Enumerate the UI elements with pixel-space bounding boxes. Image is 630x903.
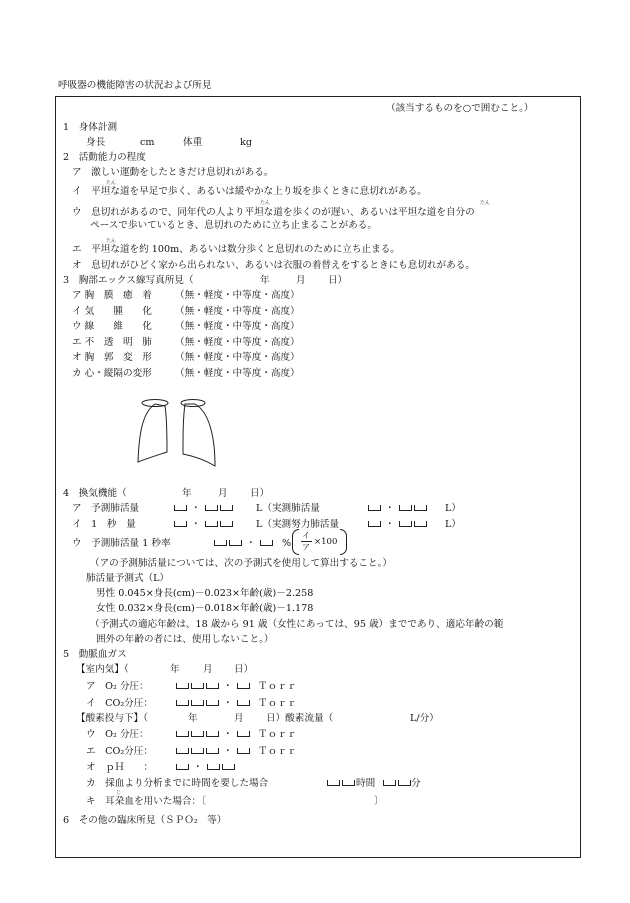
- ruby-tan: たん: [106, 238, 117, 244]
- xray-day: 日）: [328, 275, 348, 286]
- ra-o2-label: ア O₂ 分圧：: [86, 681, 149, 692]
- lung-diagram: [133, 392, 223, 472]
- xray-item-name: ア 胸 膜 癒 着: [72, 290, 152, 301]
- weight-label: 体重: [183, 137, 203, 148]
- formula-denominator: ア: [302, 543, 310, 552]
- section-other-findings: 6 その他の臨床所見（ＳＰＯ₂ 等）: [63, 815, 227, 826]
- activity-o: オ 息切れがひどく家から出られない、あるいは衣服の着替えをするときにも息切れがある。: [72, 260, 475, 271]
- ra-co2-unit: Ｔｏｒｒ: [258, 698, 297, 709]
- xray-item-name: オ 胸 郭 変 形: [72, 352, 152, 363]
- measured-vc-boxes[interactable]: ・: [367, 503, 428, 515]
- ra-co2-boxes[interactable]: ・: [175, 698, 251, 710]
- formula-multiplier: ×100: [314, 537, 338, 547]
- xray-item-scale[interactable]: （無・軽度・中等度・高度）: [175, 352, 300, 363]
- predicted-vc-label: ア 予測肺活量: [72, 503, 140, 514]
- right-clavicle: [142, 400, 168, 407]
- oxygen-flow-label: 日）酸素流量（: [266, 713, 334, 724]
- ruby-tan: たん: [480, 200, 491, 206]
- vent-day: 日）: [250, 488, 270, 499]
- age-condition-line2: 囲外の年齢の者には、使用しないこと。）: [96, 634, 274, 645]
- ox-co2-label: エ CO₂分圧：: [86, 746, 154, 757]
- ruby-tan: たん: [106, 180, 117, 186]
- left-lung: [183, 404, 215, 466]
- section-body-measure: 1 身体計測: [63, 122, 118, 133]
- xray-item-scale[interactable]: （無・軽度・中等度・高度）: [175, 306, 300, 317]
- hours-unit: 時間: [356, 778, 376, 789]
- ear-blood-end: 〕: [374, 796, 384, 807]
- xray-item-scale[interactable]: （無・軽度・中等度・高度）: [175, 337, 300, 348]
- activity-u-line1: ウ 息切れがあるので、同年代の人より平坦な道を歩くのが遅い、あるいは平坦な道を自分の: [72, 207, 475, 218]
- xray-item-name: イ 気 腫 化: [72, 306, 152, 317]
- height-unit: cm: [140, 137, 155, 148]
- activity-e: エ 平坦な道を約 100m、あるいは数分歩くと息切れのために立ち止まる。: [72, 244, 400, 255]
- measured-vc-end: L）: [445, 503, 461, 514]
- prediction-note: （アの予測肺活量については、次の予測式を使用して算出すること。）: [90, 558, 393, 569]
- section-ventilation: 4 換気機能（: [63, 488, 127, 499]
- female-formula: 女性 0.032×身長(cm)－0.018×年齢(歳)－1.178: [96, 603, 314, 614]
- divider: [55, 96, 581, 97]
- fev1-ratio-label: ウ 予測肺活量 1 秒率: [72, 538, 171, 549]
- weight-unit: kg: [240, 137, 252, 148]
- ph-boxes[interactable]: ・: [175, 762, 236, 774]
- oxygen-label: 【酸素投与下】（: [76, 713, 148, 724]
- instruction-note: （該当するものを○で囲むこと。）: [386, 103, 534, 114]
- percent-unit: %: [282, 538, 292, 549]
- ra-month: 月: [203, 664, 213, 675]
- xray-item-name: エ 不 透 明 肺: [72, 337, 152, 348]
- activity-i: イ 平坦な道を早足で歩く、あるいは緩やかな上り坂を歩くときに息切れがある。: [72, 186, 427, 197]
- xray-item-name: ウ 線 維 化: [72, 321, 152, 332]
- fev1-ratio-boxes[interactable]: ・: [213, 538, 274, 550]
- ra-year: 年: [170, 664, 180, 675]
- formula-numerator: イ: [302, 531, 310, 540]
- measured-fvc-boxes[interactable]: ・: [367, 519, 428, 531]
- vent-year: 年: [182, 488, 192, 499]
- xray-year: 年: [260, 275, 270, 286]
- ox-month: 月: [234, 713, 244, 724]
- ra-co2-label: イ CO₂分圧：: [86, 698, 154, 709]
- minutes-boxes[interactable]: [382, 778, 412, 790]
- ruby-ji: じ: [116, 790, 122, 796]
- fev1-boxes[interactable]: ・: [173, 519, 234, 531]
- formula: [292, 529, 350, 555]
- form-title: 呼吸器の機能障害の状況および所見: [58, 80, 212, 91]
- height-label: 身長: [86, 137, 106, 148]
- ear-blood-label: キ 耳朶血を用いた場合：〔: [86, 796, 206, 807]
- fev1-unit: L（実測努力肺活量: [256, 519, 340, 530]
- section-activity: 2 活動能力の程度: [63, 152, 146, 163]
- minutes-unit: 分: [411, 778, 421, 789]
- section-xray: 3 胸部エックス線写真所見（: [63, 275, 194, 286]
- ox-year: 年: [188, 713, 198, 724]
- xray-item-scale[interactable]: （無・軽度・中等度・高度）: [175, 321, 300, 332]
- right-lung: [138, 404, 167, 462]
- room-air-label: 【室内気】（: [76, 664, 129, 675]
- xray-item-scale[interactable]: （無・軽度・中等度・高度）: [175, 290, 300, 301]
- measured-fvc-end: L）: [445, 519, 461, 530]
- oxygen-flow-unit: L/分）: [410, 713, 439, 724]
- ox-co2-unit: Ｔｏｒｒ: [258, 746, 297, 757]
- male-formula: 男性 0.045×身長(cm)－0.023×年齢(歳)－2.258: [96, 588, 314, 599]
- left-clavicle: [181, 400, 205, 407]
- ra-o2-unit: Ｔｏｒｒ: [258, 681, 297, 692]
- predicted-vc-boxes[interactable]: ・: [173, 503, 234, 515]
- ruby-tan: たん: [260, 200, 271, 206]
- ph-label: オ ｐＨ ：: [86, 762, 154, 773]
- xray-item-scale[interactable]: （無・軽度・中等度・高度）: [175, 368, 300, 379]
- time-label: カ 採血より分析までに時間を要した場合: [86, 778, 269, 789]
- xray-item-name: カ 心・縦隔の変形: [72, 368, 152, 379]
- xray-month: 月: [296, 275, 306, 286]
- ra-day: 日）: [234, 664, 254, 675]
- vent-month: 月: [218, 488, 228, 499]
- activity-a: ア 激しい運動をしたときだけ息切れがある。: [72, 167, 274, 178]
- section-blood-gas: 5 動脈血ガス: [63, 649, 127, 660]
- ox-o2-boxes[interactable]: ・: [175, 729, 251, 741]
- fev1-label: イ 1 秒 量: [72, 519, 136, 530]
- prediction-heading: 肺活量予測式（L）: [86, 573, 170, 584]
- ox-o2-label: ウ O₂ 分圧：: [86, 729, 149, 740]
- ox-co2-boxes[interactable]: ・: [175, 746, 251, 758]
- hours-boxes[interactable]: [326, 778, 356, 790]
- predicted-vc-unit: L（実測肺活量: [256, 503, 320, 514]
- age-condition-line1: （予測式の適応年齢は、18 歳から 91 歳（女性にあっては、95 歳）までであり、適応年齢の範: [90, 619, 504, 630]
- activity-u-line2: ペースで歩いているとき、息切れのために立ち止まることがある。: [90, 220, 377, 231]
- ra-o2-boxes[interactable]: ・: [175, 681, 251, 693]
- ox-o2-unit: Ｔｏｒｒ: [258, 729, 297, 740]
